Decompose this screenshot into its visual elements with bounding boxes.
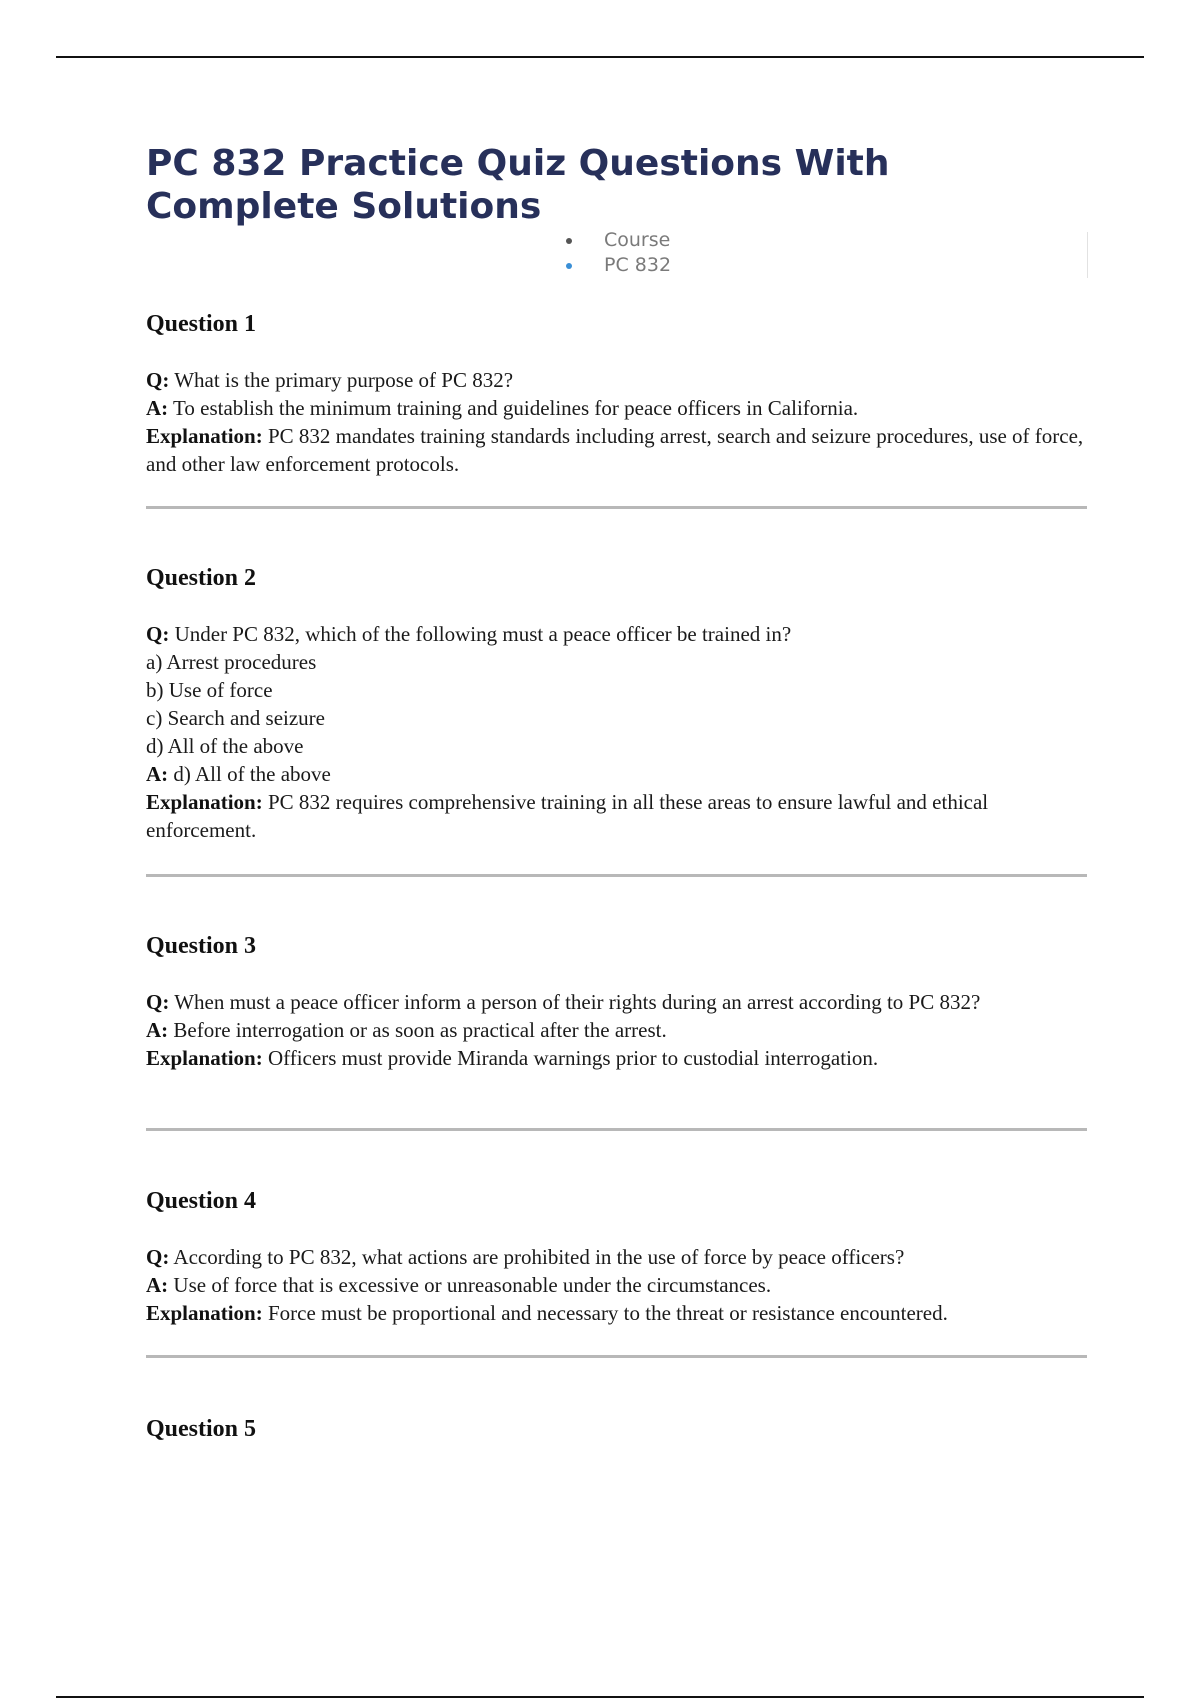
option-a: a) Arrest procedures <box>146 650 317 674</box>
question-body <box>146 620 1091 844</box>
question-body <box>146 1243 1091 1327</box>
meta-item-pc832[interactable] <box>566 253 671 278</box>
bullet-icon <box>566 238 572 244</box>
course-meta-list <box>566 228 671 278</box>
answer-text: Before interrogation or as soon as practical after the arrest. <box>168 1018 667 1042</box>
question-line <box>146 620 1091 648</box>
question-body <box>146 988 1091 1072</box>
meta-divider <box>1087 232 1088 278</box>
a-label: A: <box>146 1018 169 1042</box>
question-text: What is the primary purpose of PC 832? <box>169 368 514 392</box>
explanation-line <box>146 788 1091 844</box>
explanation-label: Explanation: <box>146 424 263 448</box>
answer-text: Use of force that is excessive or unreasonable under the circumstances. <box>168 1273 772 1297</box>
explanation-line <box>146 1299 1091 1327</box>
explanation-text: PC 832 requires comprehensive training in all these areas to ensure lawful and ethical enforcement. <box>146 790 989 842</box>
section-divider <box>146 506 1087 509</box>
explanation-line <box>146 1044 1091 1072</box>
question-line <box>146 1243 1091 1271</box>
q-label: Q: <box>146 368 170 392</box>
question-text: According to PC 832, what actions are prohibited in the use of force by peace officers? <box>169 1245 905 1269</box>
section-divider <box>146 874 1087 877</box>
question-block-3 <box>146 931 1091 1072</box>
question-line <box>146 366 1091 394</box>
explanation-text: Force must be proportional and necessary to the threat or resistance encountered. <box>262 1301 948 1325</box>
bullet-icon <box>566 263 572 269</box>
page-bottom-rule <box>56 1696 1144 1698</box>
section-divider <box>146 1355 1087 1358</box>
q-label: Q: <box>146 1245 170 1269</box>
answer-line <box>146 1016 1091 1044</box>
question-heading: Question 4 <box>146 1188 257 1214</box>
question-heading: Question 2 <box>146 565 257 591</box>
question-body <box>146 366 1091 478</box>
a-label: A: <box>146 1273 169 1297</box>
option-c: c) Search and seizure <box>146 706 325 730</box>
question-heading: Question 5 <box>146 1416 257 1442</box>
document-title: PC 832 Practice Quiz Questions With Complete Solutions <box>146 143 890 227</box>
question-heading: Question 3 <box>146 933 257 959</box>
question-block-5 <box>146 1414 1091 1444</box>
q-label: Q: <box>146 622 170 646</box>
question-block-1 <box>146 309 1091 478</box>
option-d: d) All of the above <box>146 734 304 758</box>
meta-item-course[interactable] <box>566 228 671 253</box>
answer-line <box>146 760 1091 788</box>
a-label: A: <box>146 762 169 786</box>
section-divider <box>146 1128 1087 1131</box>
q-label: Q: <box>146 990 170 1014</box>
question-block-4 <box>146 1186 1091 1327</box>
meta-item-label: PC 832 <box>604 254 672 276</box>
question-text: Under PC 832, which of the following must a peace officer be trained in? <box>169 622 792 646</box>
a-label: A: <box>146 396 169 420</box>
question-block-2 <box>146 563 1091 844</box>
option-b: b) Use of force <box>146 678 273 702</box>
answer-line <box>146 1271 1091 1299</box>
explanation-line <box>146 422 1091 478</box>
explanation-label: Explanation: <box>146 790 263 814</box>
question-text: When must a peace officer inform a person of their rights during an arrest according to PC 832? <box>169 990 981 1014</box>
explanation-label: Explanation: <box>146 1046 263 1070</box>
question-line <box>146 988 1091 1016</box>
answer-text: d) All of the above <box>168 762 331 786</box>
answer-text: To establish the minimum training and guidelines for peace officers in California. <box>168 396 859 420</box>
explanation-text: PC 832 mandates training standards including arrest, search and seizure procedures, use of force, and other law enforcement protocols. <box>146 424 1084 476</box>
page-top-rule <box>56 56 1144 58</box>
explanation-label: Explanation: <box>146 1301 263 1325</box>
answer-line <box>146 394 1091 422</box>
meta-item-label: Course <box>604 229 671 251</box>
question-heading: Question 1 <box>146 311 257 337</box>
explanation-text: Officers must provide Miranda warnings prior to custodial interrogation. <box>262 1046 879 1070</box>
